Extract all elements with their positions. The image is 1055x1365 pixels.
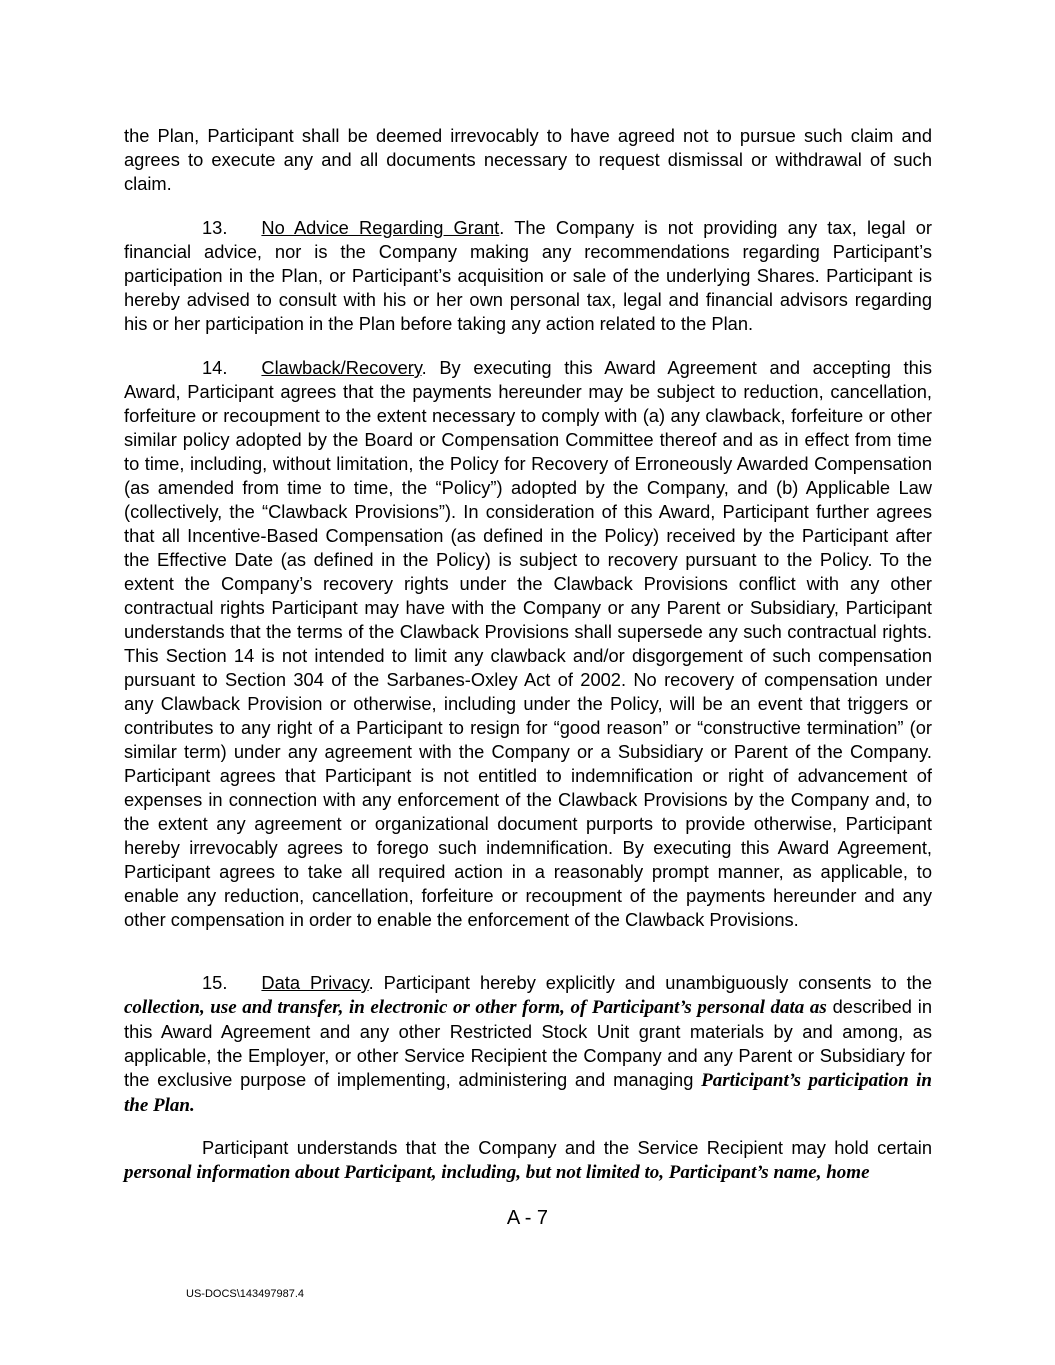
section-15-text-1: . Participant hereby explicitly and unambiguously consents to the [368, 972, 932, 993]
section-14-heading: Clawback/Recovery [261, 357, 422, 378]
section-15 [124, 971, 932, 1118]
section-14-text: . By executing this Award Agreement and accepting this Award, Participant agrees that the payments hereunder may be subject to reduction, cancellation, forfeiture or recoupment to the extent necessary to comply with (a) any clawback, forfeiture or other similar policy adopted by the Board or Compensation Committee thereof and as in effect from time to time, including, without limitation, the Policy for Recovery of Erroneously Awarded Compensation (as amended from time to time, the “Policy”) adopted by the Company, and (b) Applicable Law (collectively, the “Clawback Provisions”). In consideration of this Award, Participant further agrees that all Incentive-Based Compensation (as defined in the Policy) received by the Participant after the Effective Date (as defined in the Policy) is subject to recovery pursuant to the Policy. To the extent the Company’s recovery rights under the Clawback Provisions conflict with any other contractual rights Participant may have with the Company or any Parent or Subsidiary, Participant understands that the terms of the Clawback Provisions shall supersede any such contractual rights. This Section 14 is not intended to limit any clawback and/or disgorgement of such compensation pursuant to Section 304 of the Sarbanes-Oxley Act of 2002. No recovery of compensation under any Clawback Provision or otherwise, including under the Policy, will be an event that triggers or contributes to any right of a Participant to resign for “good reason” or “constructive termination” (or similar term) under any agreement with the Company or a Subsidiary or Parent of the Company. Participant agrees that Participant is not entitled to indemnification or right of advancement of expenses in connection with any enforcement of the Clawback Provisions by the Company and, to the extent any agreement or organizational document purports to provide otherwise, Participant hereby irrevocably agrees to forego such indemnification. By executing this Award Agreement, Participant agrees to take all required action in a reasonably prompt manner, as applicable, to enable any reduction, cancellation, forfeiture or recoupment of the payments hereunder and any other compensation in order to enable the enforcement of the Clawback Provisions. [124, 357, 932, 930]
continuation-text: the Plan, Participant shall be deemed irrevocably to have agreed not to pursue such claim and agrees to execute any and all documents necessary to request dismissal or withdrawal of such claim. [124, 125, 932, 194]
final-paragraph [124, 1136, 932, 1185]
section-13-heading: No Advice Regarding Grant [261, 217, 500, 238]
document-id: US-DOCS\143497987.4 [186, 1288, 305, 1300]
final-text: Participant understands that the Company and the Service Recipient may hold certain [202, 1137, 932, 1158]
section-15-heading: Data Privacy [261, 972, 369, 993]
continuation-paragraph [124, 124, 932, 196]
section-15-number: 15. [202, 972, 228, 993]
section-13-text: . The Company is not providing any tax, legal or financial advice, nor is the Company making any recommendations regarding Participant’s participation in the Plan, or Participant’s acquisition or sale of the underlying Shares. Participant is hereby advised to consult with his or her own personal tax, legal and financial advisors regarding his or her participation in the Plan before taking any action related to the Plan. [124, 217, 933, 334]
section-13 [124, 216, 932, 336]
section-15-emphasis-1: collection, use and transfer, in electronic or other form, of Participant’s personal data as [124, 997, 827, 1018]
section-14 [124, 356, 932, 932]
section-14-number: 14. [202, 357, 228, 378]
page-number: A - 7 [506, 1207, 549, 1229]
section-15-text-2: described in this Award Agreement and any other Restricted Stock Unit grant materials by and among, as applicable, the Employer, or other Service Recipient the Company and any Parent or Subsidiary for the exclusive purpose of implementing, administering and managing [124, 996, 933, 1090]
final-emphasis: personal information about Participant, including, but not limited to, Participant’s name, home [124, 1162, 870, 1183]
section-13-number: 13. [202, 217, 228, 238]
section-15-emphasis-2: Participant’s participation in the Plan. [124, 1070, 932, 1116]
